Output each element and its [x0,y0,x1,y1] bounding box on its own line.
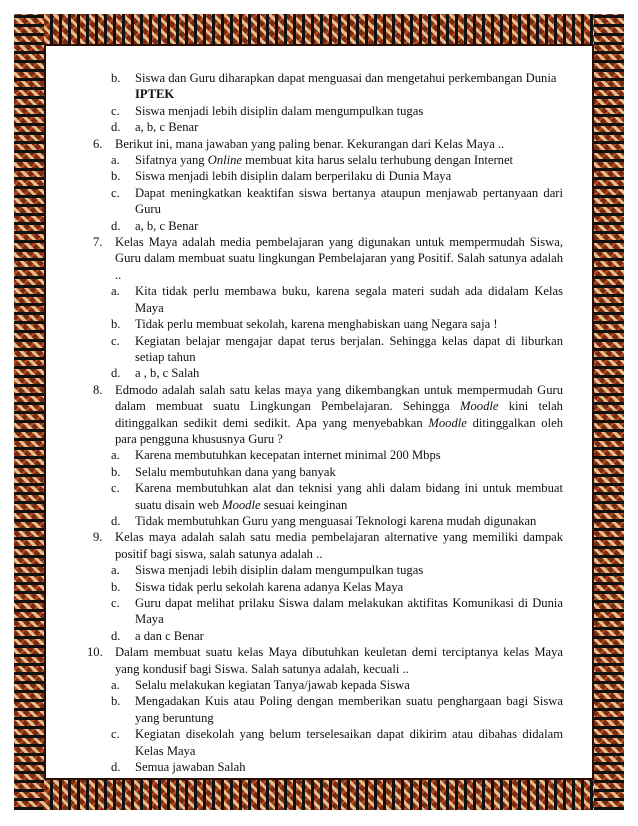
option-b-term: IPTEK [135,87,175,102]
question-text: 6. Berikut ini, mana jawaban yang paling benar. Kekurangan dari Kelas Maya .. [93,136,505,151]
carryover-options [93,70,563,136]
option-b: b. Siswa menjadi lebih disiplin dalam berperilaku di Dunia Maya [111,169,452,184]
decorative-border-left [14,14,44,810]
option-b: b. Siswa tidak perlu sekolah karena adanya Kelas Maya [111,579,404,594]
question-7 [93,234,563,382]
option-d: d. a dan c Benar [111,628,204,643]
question-text: 10. Dalam membuat suatu kelas Maya dibutuhkan keuletan demi terciptanya kelas Maya yang kondusif bagi Siswa. Salah satunya adalah, kecuali .. [87,645,563,676]
option-b: b. Mengadakan Kuis atau Poling dengan memberikan suatu penghargaan bagi Siswa yang beruntung [111,694,563,725]
option-b: b. Tidak perlu membuat sekolah, karena menghabiskan uang Negara saja ! [111,317,498,332]
document-body [87,70,563,775]
question-6 [93,136,563,234]
decorative-border-top [14,14,624,44]
decorative-border-right [594,14,624,810]
option-d: d. Semua jawaban Salah [111,760,246,775]
option-c: c. Guru dapat melihat prilaku Siswa dalam melakukan aktifitas Komunikasi di Dunia Maya [111,596,563,627]
option-c: c. Kegiatan belajar mengajar dapat terus berjalan. Sehingga kelas dapat di liburkan setiap tahun [111,333,563,364]
question-text: 7. Kelas Maya adalah media pembelajaran yang digunakan untuk mempermudah Siswa, Guru dalam membuat suatu lingkungan Pembelajaran yang Positif. Salah satunya adalah .. [93,235,563,282]
option-d: d. Tidak membutuhkan Guru yang menguasai Teknologi karena mudah digunakan [111,513,537,528]
option-a: a. Sifatnya yang Online membuat kita harus selalu terhubung dengan Internet [111,153,514,168]
question-text: 8. Edmodo adalah salah satu kelas maya yang dikembangkan untuk mempermudah Guru dalam membuat suatu Lingkungan Pembelajaran. Sehingga Moodle kini telah ditinggalkan sedikit demi sedikit. Apa yang menyebabkan Moodle ditinggalkan oleh para pengguna khususnya Guru ? [93,382,563,446]
option-c: c. Siswa menjadi lebih disiplin dalam mengumpulkan tugas [111,103,424,118]
option-a: a. Siswa menjadi lebih disiplin dalam mengumpulkan tugas [111,563,424,578]
option-b: b. Siswa dan Guru diharapkan dapat menguasai dan mengetahui perkembangan Dunia IPTEK [111,71,557,102]
option-c: c. Dapat meningkatkan keaktifan siswa bertanya ataupun menjawab pertanyaan dari Guru [111,185,563,217]
option-a: a. Karena membutuhkan kecepatan internet minimal 200 Mbps [111,448,441,463]
question-9 [93,529,563,644]
option-a: a. Kita tidak perlu membawa buku, karena segala materi sudah ada didalam Kelas Maya [111,284,563,315]
option-a: a. Selalu melakukan kegiatan Tanya/jawab kepada Siswa [111,678,410,693]
option-c: c. Karena membutuhkan alat dan teknisi yang ahli dalam bidang ini untuk membuat suatu disain web Moodle sesuai keinginan [111,481,563,512]
question-8 [93,382,563,530]
option-d: d. a, b, c Benar [111,120,199,135]
option-b: b. Selalu membutuhkan dana yang banyak [111,464,336,479]
option-d: d. a , b, c Salah [111,366,200,381]
question-10 [87,644,563,775]
option-c: c. Kegiatan disekolah yang belum terselesaikan dapat dikirim atau dibahas didalam Kelas Maya [111,727,563,758]
decorative-border-bottom [14,780,624,810]
option-d: d. a, b, c Benar [111,218,199,233]
question-text: 9. Kelas maya adalah salah satu media pembelajaran alternative yang memiliki dampak positif bagi siswa, salah satunya adalah .. [93,530,563,561]
